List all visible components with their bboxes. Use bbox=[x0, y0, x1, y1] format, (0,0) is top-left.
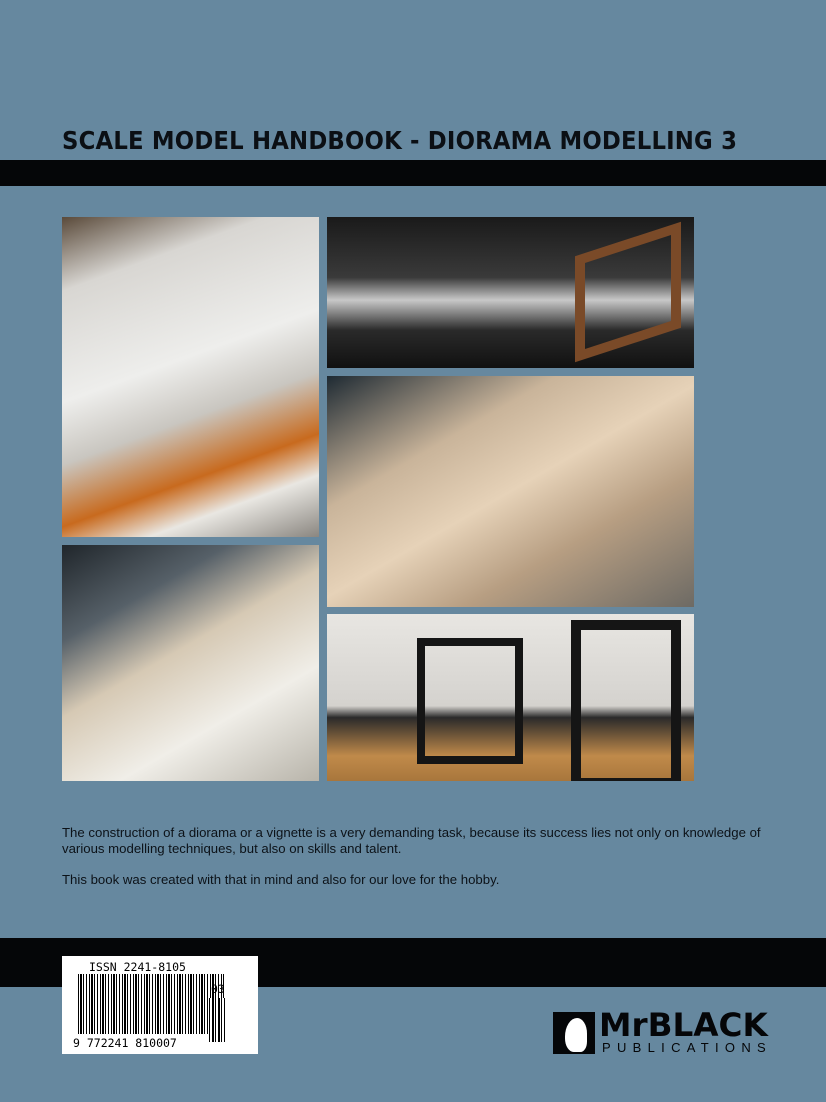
barcode-bars bbox=[78, 974, 224, 1034]
black-frame-back bbox=[417, 638, 523, 764]
ean-number: 9 772241 810007 bbox=[73, 1036, 177, 1050]
description-paragraph: The construction of a diorama or a vignette is a very demanding task, because its success lies not only on knowledge of various modelling techniques, but also on skills and talent. bbox=[62, 825, 761, 856]
publisher-name: MrBLACK bbox=[599, 1006, 768, 1044]
photo-framed-diorama-street bbox=[327, 614, 694, 781]
description bbox=[62, 825, 762, 903]
photo-white-ruin-diorama bbox=[62, 217, 319, 537]
head-silhouette-icon bbox=[553, 1012, 595, 1054]
addon-bars bbox=[209, 998, 225, 1042]
photo-ship-hull-build bbox=[62, 545, 319, 781]
description-paragraph: This book was created with that in mind and also for our love for the hobby. bbox=[62, 872, 500, 887]
publisher-sub: PUBLICATIONS bbox=[602, 1040, 772, 1055]
photo-diorama-box-and-frame bbox=[327, 217, 694, 368]
wooden-frame bbox=[575, 222, 681, 362]
book-title: SCALE MODEL HANDBOOK - DIORAMA MODELLING 3 bbox=[62, 126, 738, 155]
barcode bbox=[62, 956, 258, 1054]
issn-number: ISSN 2241-8105 bbox=[89, 960, 186, 974]
photo-wooden-shacks-diorama bbox=[327, 376, 694, 607]
top-black-band bbox=[0, 160, 826, 186]
issue-number: 03 bbox=[211, 982, 225, 996]
publisher-logo bbox=[553, 1006, 803, 1056]
black-frame bbox=[571, 620, 681, 781]
